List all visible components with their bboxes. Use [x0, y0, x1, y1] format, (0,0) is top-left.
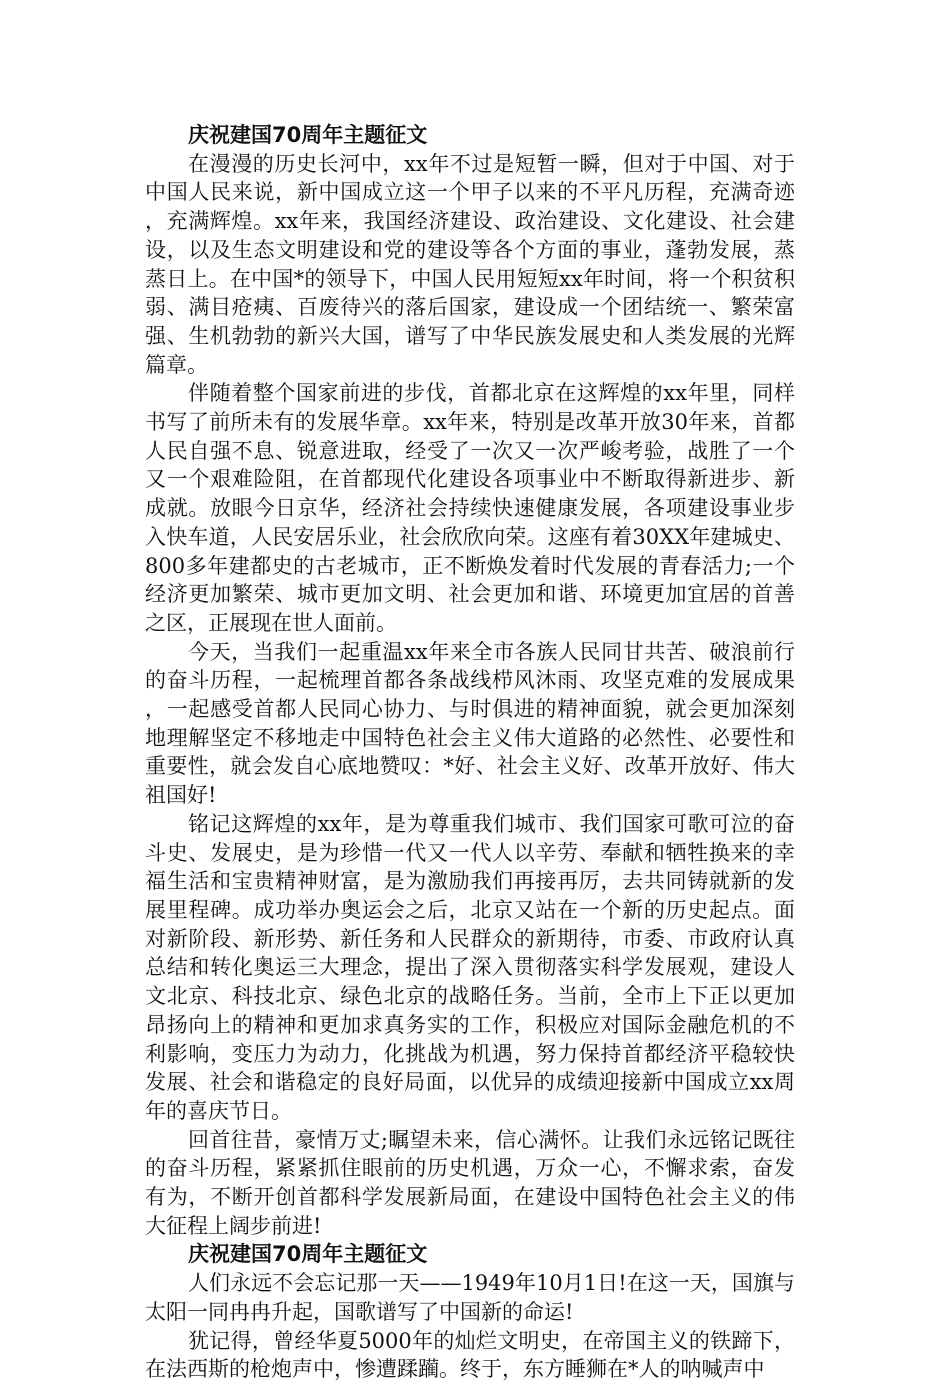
section-1-paragraph-2: 伴随着整个国家前进的步伐，首都北京在这辉煌的xx年里，同样书写了前所未有的发展华章。xx年来，特别是改革开放30年来，首都人民自强不息、锐意进取，经受了一次又一次严峻考验，战胜了一个又一个艰难险阻，在首都现代化建设各项事业中不断取得新进步、新成就。放眼今日京华，经济社会持续快速健康发展，各项建设事业步入快车道，人民安居乐业，社会欣欣向荣。这座有着30XX年建城史、800多年建都史的古老城市，正不断焕发着时代发展的青春活力;一个经济更加繁荣、城市更加文明、社会更加和谐、环境更加宜居的首善之区，正展现在世人面前。 — [145, 381, 795, 635]
section-2-title: 庆祝建国70周年主题征文 — [188, 1242, 428, 1267]
section-1-title: 庆祝建国70周年主题征文 — [188, 123, 428, 147]
section-1-paragraph-3: 今天，当我们一起重温xx年来全市各族人民同甘共苦、破浪前行的奋斗历程，一起梳理首都各条战线栉风沐雨、攻坚克难的发展成果，一起感受首都人民同心协力、与时俱进的精神面貌，就会更加深刻地理解坚定不移地走中国特色社会主义伟大道路的必然性、必要性和重要性，就会发自心底地赞叹：*好、社会主义好、改革开放好、伟大祖国好! — [145, 639, 795, 808]
section-2-paragraph-1: 人们永远不会忘记那一天——1949年10月1日!在这一天，国旗与太阳一同冉冉升起，国歌谱写了中国新的命运! — [145, 1271, 795, 1324]
section-2-paragraph-2: 犹记得，曾经华夏5000年的灿烂文明史，在帝国主义的铁蹄下，在法西斯的枪炮声中，惨遭蹂躏。终于，东方睡狮在*人的呐喊声中 — [145, 1328, 795, 1382]
document-body — [145, 121, 795, 1384]
section-1-paragraph-5: 回首往昔，豪情万丈;瞩望未来，信心满怀。让我们永远铭记既往的奋斗历程，紧紧抓住眼前的历史机遇，万众一心，不懈求索，奋发有为，不断开创首都科学发展新局面，在建设中国特色社会主义的伟大征程上阔步前进! — [145, 1127, 795, 1238]
section-1-paragraph-1: 在漫漫的历史长河中，xx年不过是短暂一瞬，但对于中国、对于中国人民来说，新中国成立这一个甲子以来的不平凡历程，充满奇迹，充满辉煌。xx年来，我国经济建设、政治建设、文化建设、社会建设，以及生态文明建设和党的建设等各个方面的事业，蓬勃发展，蒸蒸日上。在中国*的领导下，中国人民用短短xx年时间，将一个积贫积弱、满目疮痍、百废待兴的落后国家，建设成一个团结统一、繁荣富强、生机勃勃的新兴大国，谱写了中华民族发展史和人类发展的光辉篇章。 — [145, 151, 795, 377]
section-1-paragraph-4: 铭记这辉煌的xx年，是为尊重我们城市、我们国家可歌可泣的奋斗史、发展史，是为珍惜一代又一代人以辛劳、奉献和牺牲换来的幸福生活和宝贵精神财富，是为激励我们再接再厉，去共同铸就新的发展里程碑。成功举办奥运会之后，北京又站在一个新的历史起点。面对新阶段、新形势、新任务和人民群众的新期待，市委、市政府认真总结和转化奥运三大理念，提出了深入贯彻落实科学发展观，建设人文北京、科技北京、绿色北京的战略任务。当前，全市上下正以更加昂扬向上的精神和更加求真务实的工作，积极应对国际金融危机的不利影响，变压力为动力，化挑战为机遇，努力保持首都经济平稳较快发展、社会和谐稳定的良好局面，以优异的成绩迎接新中国成立xx周年的喜庆节日。 — [145, 811, 795, 1123]
